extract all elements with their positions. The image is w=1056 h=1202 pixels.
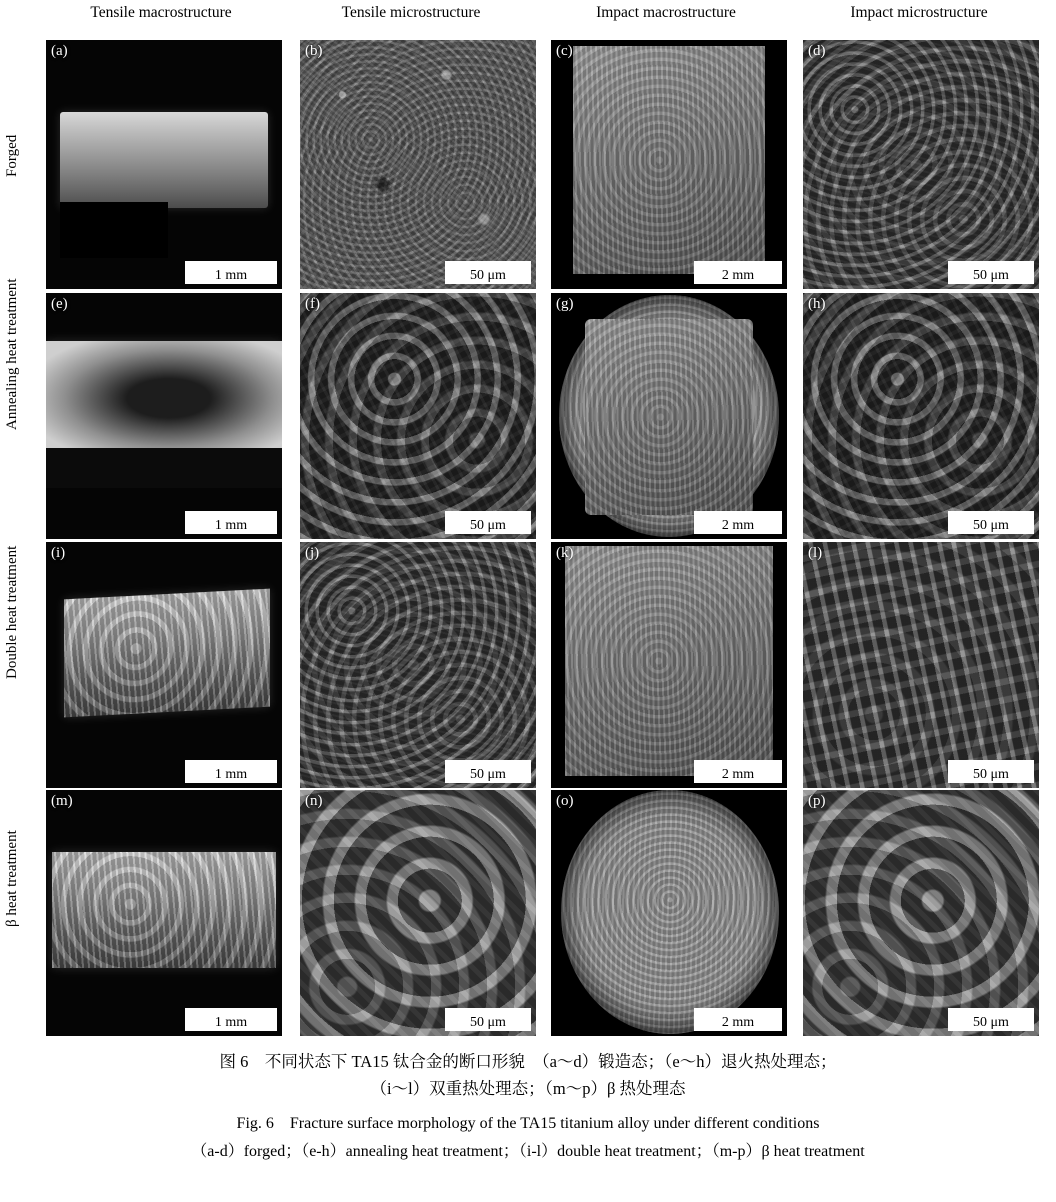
panel-label-n: (n) bbox=[305, 793, 323, 809]
scalebar-bar-f bbox=[445, 511, 531, 518]
scalebar-a bbox=[185, 261, 277, 284]
panel-label-f: (f) bbox=[305, 296, 320, 312]
scalebar-bar-k bbox=[694, 760, 782, 767]
panel-label-g: (g) bbox=[556, 296, 574, 312]
sem-texture-l bbox=[803, 542, 1039, 788]
panel-p[interactable] bbox=[803, 790, 1039, 1036]
scalebar-e bbox=[185, 511, 277, 534]
panel-m[interactable] bbox=[46, 790, 282, 1036]
row-label-annealing-text: Annealing heat treatment bbox=[4, 278, 20, 430]
panel-g[interactable] bbox=[551, 293, 787, 539]
scalebar-text-h: 50 μm bbox=[948, 518, 1034, 534]
panel-label-c: (c) bbox=[556, 43, 573, 59]
panel-h[interactable] bbox=[803, 293, 1039, 539]
row-label-forged bbox=[0, 40, 24, 290]
panel-label-k: (k) bbox=[556, 545, 574, 561]
scalebar-text-l: 50 μm bbox=[948, 767, 1034, 783]
scalebar-text-g: 2 mm bbox=[694, 518, 782, 534]
panel-a[interactable] bbox=[46, 40, 282, 289]
scalebar-text-e: 1 mm bbox=[185, 518, 277, 534]
scalebar-bar-p bbox=[948, 1008, 1034, 1015]
scalebar-text-j: 50 μm bbox=[445, 767, 531, 783]
panel-label-i: (i) bbox=[51, 545, 66, 561]
scalebar-d bbox=[948, 261, 1034, 284]
sem-texture-n bbox=[300, 790, 536, 1036]
row-label-beta-text: β heat treatment bbox=[4, 830, 20, 927]
scalebar-bar-m bbox=[185, 1008, 277, 1015]
scalebar-j bbox=[445, 760, 531, 783]
caption-en-line-2: （a-d）forged；（e-h）annealing heat treatment；（i-l）double heat treatment；（m-p）β heat treatment bbox=[191, 1143, 865, 1160]
scalebar-bar-h bbox=[948, 511, 1034, 518]
panel-k[interactable] bbox=[551, 542, 787, 788]
impact-surface-k bbox=[565, 546, 773, 776]
specimen-image-e bbox=[46, 341, 282, 451]
scalebar-p bbox=[948, 1008, 1034, 1031]
impact-surface-g bbox=[585, 319, 753, 515]
sem-texture-d bbox=[803, 40, 1039, 289]
panel-label-a: (a) bbox=[51, 43, 68, 59]
row-label-double bbox=[0, 542, 24, 792]
panel-label-e: (e) bbox=[51, 296, 68, 312]
scalebar-bar-l bbox=[948, 760, 1034, 767]
scalebar-bar-o bbox=[694, 1008, 782, 1015]
scalebar-bar-a bbox=[185, 261, 277, 268]
scalebar-text-c: 2 mm bbox=[694, 268, 782, 284]
panel-l[interactable] bbox=[803, 542, 1039, 788]
scalebar-o bbox=[694, 1008, 782, 1031]
row-label-double-text: Double heat treatment bbox=[4, 545, 20, 679]
scalebar-bar-n bbox=[445, 1008, 531, 1015]
row-label-beta bbox=[0, 790, 24, 1040]
scalebar-g bbox=[694, 511, 782, 534]
specimen-image-a bbox=[60, 112, 268, 208]
panel-n[interactable] bbox=[300, 790, 536, 1036]
caption-cn-line-2: （i～l）双重热处理态；（m～p）β 热处理态 bbox=[370, 1079, 686, 1098]
scalebar-text-i: 1 mm bbox=[185, 767, 277, 783]
scalebar-text-n: 50 μm bbox=[445, 1015, 531, 1031]
scalebar-bar-c bbox=[694, 261, 782, 268]
scalebar-bar-e bbox=[185, 511, 277, 518]
column-header-tensile-macro: Tensile macrostructure bbox=[90, 4, 232, 21]
specimen-image-i bbox=[64, 589, 270, 718]
scalebar-l bbox=[948, 760, 1034, 783]
panel-i[interactable] bbox=[46, 542, 282, 788]
scalebar-i bbox=[185, 760, 277, 783]
scalebar-m bbox=[185, 1008, 277, 1031]
panel-f[interactable] bbox=[300, 293, 536, 539]
scalebar-b bbox=[445, 261, 531, 284]
scalebar-text-o: 2 mm bbox=[694, 1015, 782, 1031]
scalebar-f bbox=[445, 511, 531, 534]
caption-cn-line-1: 图 6 不同状态下 TA15 钛合金的断口形貌 （a～d）锻造态；（e～h）退火热处理态； bbox=[219, 1052, 837, 1071]
scalebar-text-k: 2 mm bbox=[694, 767, 782, 783]
sem-texture-j bbox=[300, 542, 536, 788]
sem-texture-b bbox=[300, 40, 536, 289]
panel-label-m: (m) bbox=[51, 793, 73, 809]
panel-label-j: (j) bbox=[305, 545, 320, 561]
scalebar-text-f: 50 μm bbox=[445, 518, 531, 534]
panel-label-o: (o) bbox=[556, 793, 574, 809]
specimen-image-m bbox=[52, 852, 276, 968]
sem-texture-f bbox=[300, 293, 536, 539]
scalebar-k bbox=[694, 760, 782, 783]
scalebar-n bbox=[445, 1008, 531, 1031]
scalebar-bar-j bbox=[445, 760, 531, 767]
sem-texture-p bbox=[803, 790, 1039, 1036]
panel-label-d: (d) bbox=[808, 43, 826, 59]
row-label-annealing bbox=[0, 278, 24, 543]
scalebar-bar-i bbox=[185, 760, 277, 767]
scalebar-h bbox=[948, 511, 1034, 534]
panel-b[interactable] bbox=[300, 40, 536, 289]
scalebar-bar-b bbox=[445, 261, 531, 268]
column-header-tensile-micro: Tensile microstructure bbox=[341, 4, 481, 21]
panel-j[interactable] bbox=[300, 542, 536, 788]
impact-surface-c bbox=[573, 46, 765, 274]
panel-label-b: (b) bbox=[305, 43, 323, 59]
scalebar-bar-d bbox=[948, 261, 1034, 268]
scalebar-text-m: 1 mm bbox=[185, 1015, 277, 1031]
scalebar-text-d: 50 μm bbox=[948, 268, 1034, 284]
scalebar-text-b: 50 μm bbox=[445, 268, 531, 284]
panel-label-h: (h) bbox=[808, 296, 826, 312]
panel-d[interactable] bbox=[803, 40, 1039, 289]
panel-e[interactable] bbox=[46, 293, 282, 539]
scalebar-text-a: 1 mm bbox=[185, 268, 277, 284]
figure-caption bbox=[0, 1048, 1056, 1166]
sem-texture-h bbox=[803, 293, 1039, 539]
row-label-forged-text: Forged bbox=[4, 134, 20, 177]
panel-o[interactable] bbox=[551, 790, 787, 1036]
impact-disc-o bbox=[561, 790, 779, 1034]
scalebar-c bbox=[694, 261, 782, 284]
column-header-impact-macro: Impact macrostructure bbox=[596, 4, 736, 21]
panel-c[interactable] bbox=[551, 40, 787, 289]
panel-label-p: (p) bbox=[808, 793, 826, 809]
specimen-shadow-a bbox=[60, 202, 168, 258]
scalebar-bar-g bbox=[694, 511, 782, 518]
specimen-shadow-e bbox=[46, 448, 282, 488]
column-headers bbox=[36, 4, 1046, 28]
column-header-impact-micro: Impact microstructure bbox=[850, 4, 988, 21]
caption-en-line-1: Fig. 6 Fracture surface morphology of the TA15 titanium alloy under different conditions bbox=[236, 1115, 820, 1132]
panel-label-l: (l) bbox=[808, 545, 823, 561]
scalebar-text-p: 50 μm bbox=[948, 1015, 1034, 1031]
